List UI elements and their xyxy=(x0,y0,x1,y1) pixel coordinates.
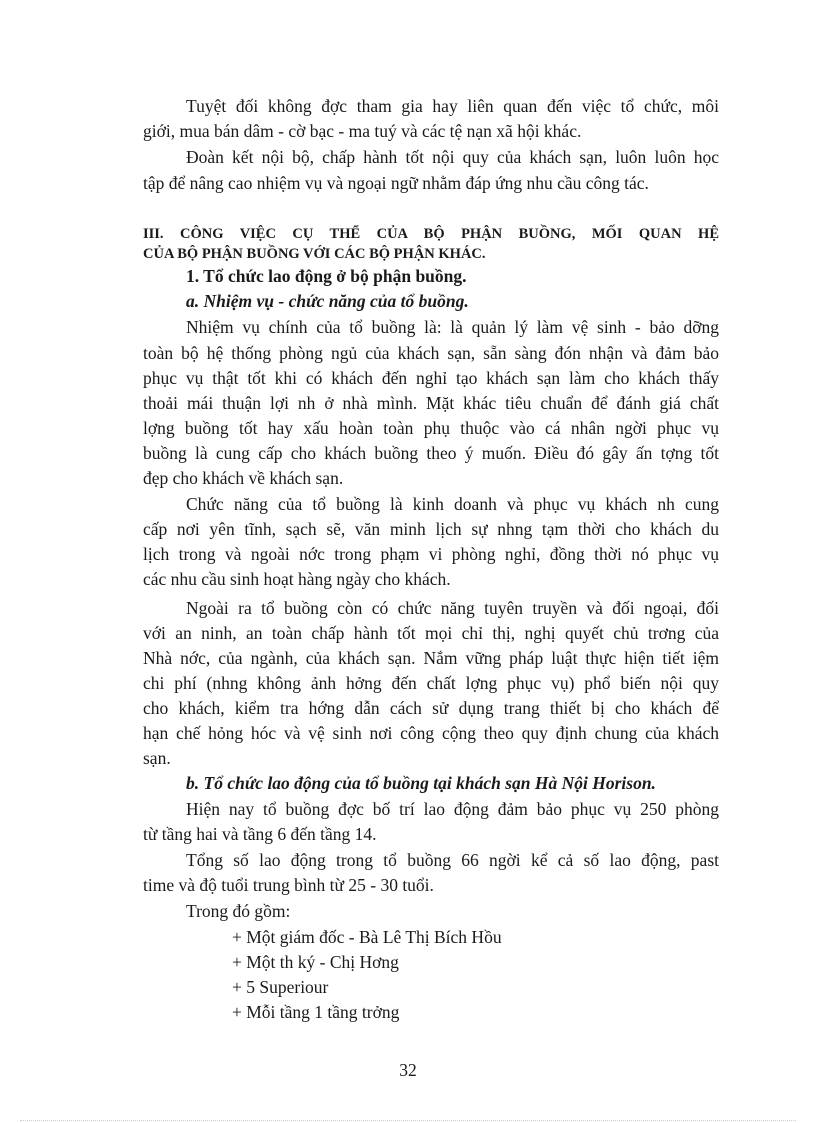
paragraph-7-line-1: Tổng số lao động trong tổ buồng 66 ngời kể cả số lao động, past xyxy=(186,850,719,870)
paragraph-4-line-4: các nhu cầu sinh hoạt hàng ngày cho khách. xyxy=(143,569,451,589)
paragraph-3-line-2: toàn bộ hệ thống phòng ngủ của khách sạn, sẵn sàng đón nhận và đảm bảo xyxy=(143,343,719,363)
paragraph-3-line-4: thoải mái thuận lợi nh ở nhà mình. Mặt khác tiêu chuẩn để đánh giá chất xyxy=(143,393,719,413)
paragraph-2-line-1: Đoàn kết nội bộ, chấp hành tốt nội quy của khách sạn, luôn luôn học xyxy=(186,147,719,167)
footer-divider xyxy=(20,1120,796,1121)
paragraph-3-line-3: phục vụ thật tốt khi có khách đến nghỉ tạo khách sạn làm cho khách thấy xyxy=(143,368,719,388)
subheading-1: 1. Tổ chức lao động ở bộ phận buồng. xyxy=(186,266,467,286)
paragraph-5-line-4: chi phí (nhng không ảnh hởng đến chất lợng phục vụ) phổ biến nội quy xyxy=(143,673,719,693)
paragraph-4-line-3: lịch trong và ngoài nớc trong phạm vi phòng nghỉ, đồng thời nó phục vụ xyxy=(143,544,719,564)
paragraph-5-line-3: Nhà nớc, của ngành, của khách sạn. Nắm vững pháp luật thực hiện tiết iệm xyxy=(143,648,719,668)
paragraph-3-line-6: buồng là cung cấp cho khách buồng theo ý muốn. Điều đó gây ấn tợng tốt xyxy=(143,443,719,463)
paragraph-6-line-1: Hiện nay tổ buồng đợc bố trí lao động đảm bảo phục vụ 250 phòng xyxy=(186,799,719,819)
paragraph-6-line-2: từ tầng hai và tầng 6 đến tầng 14. xyxy=(143,824,377,844)
list-item: + Một th ký - Chị Hơng xyxy=(232,952,399,972)
section-heading-line-2: CỦA BỘ PHẬN BUỒNG VỚI CÁC BỘ PHẬN KHÁC. xyxy=(143,246,486,262)
list-item: + 5 Superiour xyxy=(232,977,329,997)
paragraph-5-line-6: hạn chế hỏng hóc và vệ sinh nơi công cộng theo quy định chung của khách xyxy=(143,723,719,743)
paragraph-1-line-2: giới, mua bán dâm - cờ bạc - ma tuý và các tệ nạn xã hội khác. xyxy=(143,121,582,141)
page-number: 32 xyxy=(399,1060,417,1080)
paragraph-3-line-5: lợng buồng tốt hay xấu hoàn toàn phụ thuộc vào cá nhân ngời phục vụ xyxy=(143,418,719,438)
subheading-1b: b. Tổ chức lao động của tổ buồng tại khách sạn Hà Nội Horison. xyxy=(186,773,656,793)
subheading-1a: a. Nhiệm vụ - chức năng của tổ buồng. xyxy=(186,291,469,311)
paragraph-7-line-2: time và độ tuổi trung bình từ 25 - 30 tuổi. xyxy=(143,875,434,895)
paragraph-5-line-5: cho khách, kiểm tra hớng dẫn cách sử dụng trang thiết bị cho khách để xyxy=(143,698,719,718)
paragraph-4-line-1: Chức năng của tổ buồng là kinh doanh và phục vụ khách nh cung xyxy=(186,494,719,514)
paragraph-5-line-1: Ngoài ra tổ buồng còn có chức năng tuyên truyền và đối ngoại, đối xyxy=(186,598,719,618)
paragraph-2-line-2: tập để nâng cao nhiệm vụ và ngoại ngữ nhằm đáp ứng nhu cầu công tác. xyxy=(143,173,649,193)
paragraph-3-line-7: đẹp cho khách về khách sạn. xyxy=(143,468,344,488)
list-item: + Mỗi tầng 1 tầng trởng xyxy=(232,1002,400,1022)
list-item: + Một giám đốc - Bà Lê Thị Bích Hồu xyxy=(232,927,502,947)
paragraph-8: Trong đó gồm: xyxy=(186,901,291,921)
section-heading-line-1: III. CÔNG VIỆC CỤ THỂ CỦA BỘ PHẬN BUỒNG, MỐI QUAN HỆ xyxy=(143,226,719,242)
paragraph-4-line-2: cấp nơi yên tĩnh, sạch sẽ, văn minh lịch sự nhng tạm thời cho khách du xyxy=(143,519,719,539)
paragraph-3-line-1: Nhiệm vụ chính của tổ buồng là: là quản lý làm vệ sinh - bảo dỡng xyxy=(186,317,719,337)
paragraph-5-line-7: sạn. xyxy=(143,748,171,768)
paragraph-5-line-2: với an ninh, an toàn chấp hành tốt mọi chỉ thị, nghị quyết chủ trơng của xyxy=(143,623,719,643)
paragraph-1-line-1: Tuyệt đối không đợc tham gia hay liên quan đến việc tổ chức, môi xyxy=(186,96,719,116)
